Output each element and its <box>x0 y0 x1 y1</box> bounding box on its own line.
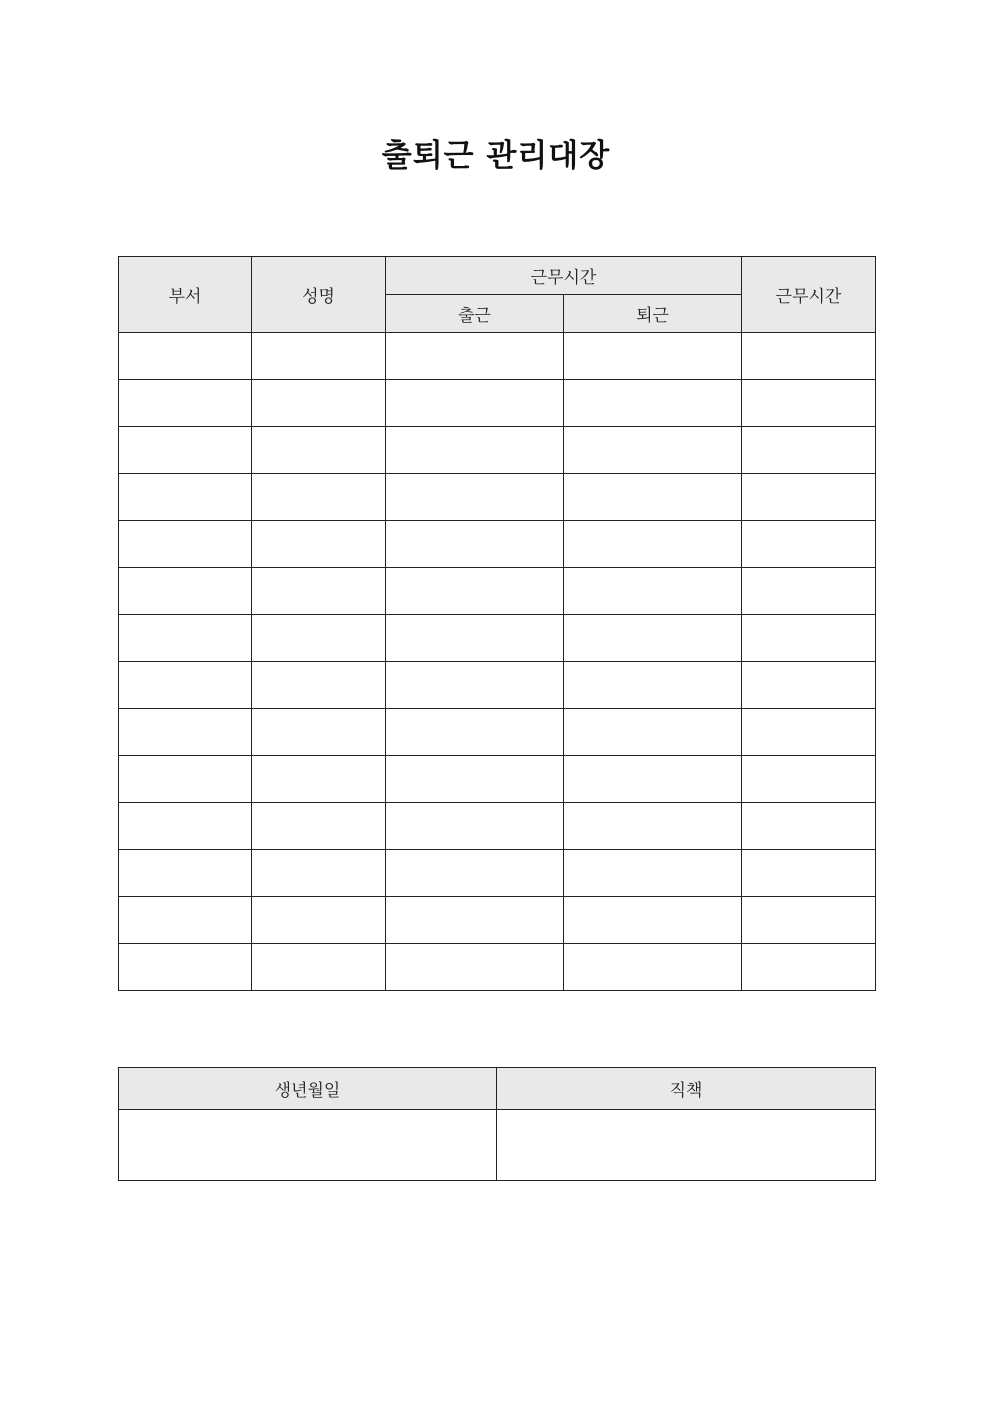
header-birth-date: 생년월일 <box>119 1068 497 1110</box>
table-row <box>119 756 876 803</box>
work-hours-cell[interactable] <box>742 803 876 850</box>
name-cell[interactable] <box>252 521 386 568</box>
birth-date-cell[interactable] <box>119 1110 497 1181</box>
table-row <box>119 897 876 944</box>
clock-in-cell[interactable] <box>386 662 564 709</box>
name-cell[interactable] <box>252 850 386 897</box>
header-clock-in: 출근 <box>386 295 564 333</box>
clock-in-cell[interactable] <box>386 380 564 427</box>
header-name: 성명 <box>252 257 386 333</box>
clock-out-cell[interactable] <box>564 568 742 615</box>
work-hours-cell[interactable] <box>742 568 876 615</box>
department-cell[interactable] <box>119 615 252 662</box>
header-clock-out: 퇴근 <box>564 295 742 333</box>
department-cell[interactable] <box>119 803 252 850</box>
name-cell[interactable] <box>252 662 386 709</box>
header-department: 부서 <box>119 257 252 333</box>
clock-out-cell[interactable] <box>564 709 742 756</box>
department-cell[interactable] <box>119 474 252 521</box>
clock-out-cell[interactable] <box>564 944 742 991</box>
clock-out-cell[interactable] <box>564 474 742 521</box>
clock-out-cell[interactable] <box>564 615 742 662</box>
clock-out-cell[interactable] <box>564 756 742 803</box>
clock-in-cell[interactable] <box>386 803 564 850</box>
clock-out-cell[interactable] <box>564 380 742 427</box>
table-row <box>119 944 876 991</box>
clock-out-cell[interactable] <box>564 803 742 850</box>
header-position: 직책 <box>497 1068 876 1110</box>
name-cell[interactable] <box>252 944 386 991</box>
table-row <box>119 615 876 662</box>
clock-in-cell[interactable] <box>386 615 564 662</box>
department-cell[interactable] <box>119 897 252 944</box>
clock-in-cell[interactable] <box>386 709 564 756</box>
work-hours-cell[interactable] <box>742 333 876 380</box>
table-row <box>119 333 876 380</box>
attendance-body <box>119 333 876 991</box>
department-cell[interactable] <box>119 380 252 427</box>
work-hours-cell[interactable] <box>742 756 876 803</box>
table-row <box>119 850 876 897</box>
name-cell[interactable] <box>252 897 386 944</box>
table-row <box>119 568 876 615</box>
clock-in-cell[interactable] <box>386 568 564 615</box>
name-cell[interactable] <box>252 427 386 474</box>
work-hours-cell[interactable] <box>742 709 876 756</box>
department-cell[interactable] <box>119 568 252 615</box>
work-hours-cell[interactable] <box>742 897 876 944</box>
table-row <box>119 474 876 521</box>
name-cell[interactable] <box>252 756 386 803</box>
clock-in-cell[interactable] <box>386 427 564 474</box>
work-hours-cell[interactable] <box>742 662 876 709</box>
name-cell[interactable] <box>252 709 386 756</box>
name-cell[interactable] <box>252 333 386 380</box>
clock-out-cell[interactable] <box>564 662 742 709</box>
table-row <box>119 427 876 474</box>
page-title: 출퇴근 관리대장 <box>381 138 611 174</box>
clock-in-cell[interactable] <box>386 474 564 521</box>
clock-out-cell[interactable] <box>564 521 742 568</box>
clock-in-cell[interactable] <box>386 333 564 380</box>
table-row <box>119 521 876 568</box>
name-cell[interactable] <box>252 568 386 615</box>
clock-in-cell[interactable] <box>386 897 564 944</box>
header-work-time-group: 근무시간 <box>386 257 742 295</box>
clock-out-cell[interactable] <box>564 850 742 897</box>
attendance-table <box>118 256 876 991</box>
department-cell[interactable] <box>119 709 252 756</box>
name-cell[interactable] <box>252 615 386 662</box>
work-hours-cell[interactable] <box>742 474 876 521</box>
name-cell[interactable] <box>252 803 386 850</box>
department-cell[interactable] <box>119 662 252 709</box>
info-table <box>118 1067 876 1181</box>
clock-out-cell[interactable] <box>564 333 742 380</box>
clock-in-cell[interactable] <box>386 850 564 897</box>
table-row <box>119 380 876 427</box>
department-cell[interactable] <box>119 333 252 380</box>
table-row <box>119 709 876 756</box>
header-work-hours: 근무시간 <box>742 257 876 333</box>
clock-in-cell[interactable] <box>386 944 564 991</box>
name-cell[interactable] <box>252 474 386 521</box>
table-row <box>119 803 876 850</box>
department-cell[interactable] <box>119 521 252 568</box>
position-cell[interactable] <box>497 1110 876 1181</box>
work-hours-cell[interactable] <box>742 615 876 662</box>
work-hours-cell[interactable] <box>742 521 876 568</box>
department-cell[interactable] <box>119 850 252 897</box>
table-row <box>119 662 876 709</box>
clock-in-cell[interactable] <box>386 521 564 568</box>
department-cell[interactable] <box>119 756 252 803</box>
work-hours-cell[interactable] <box>742 427 876 474</box>
work-hours-cell[interactable] <box>742 850 876 897</box>
work-hours-cell[interactable] <box>742 944 876 991</box>
name-cell[interactable] <box>252 380 386 427</box>
clock-in-cell[interactable] <box>386 756 564 803</box>
department-cell[interactable] <box>119 427 252 474</box>
work-hours-cell[interactable] <box>742 380 876 427</box>
department-cell[interactable] <box>119 944 252 991</box>
clock-out-cell[interactable] <box>564 427 742 474</box>
clock-out-cell[interactable] <box>564 897 742 944</box>
